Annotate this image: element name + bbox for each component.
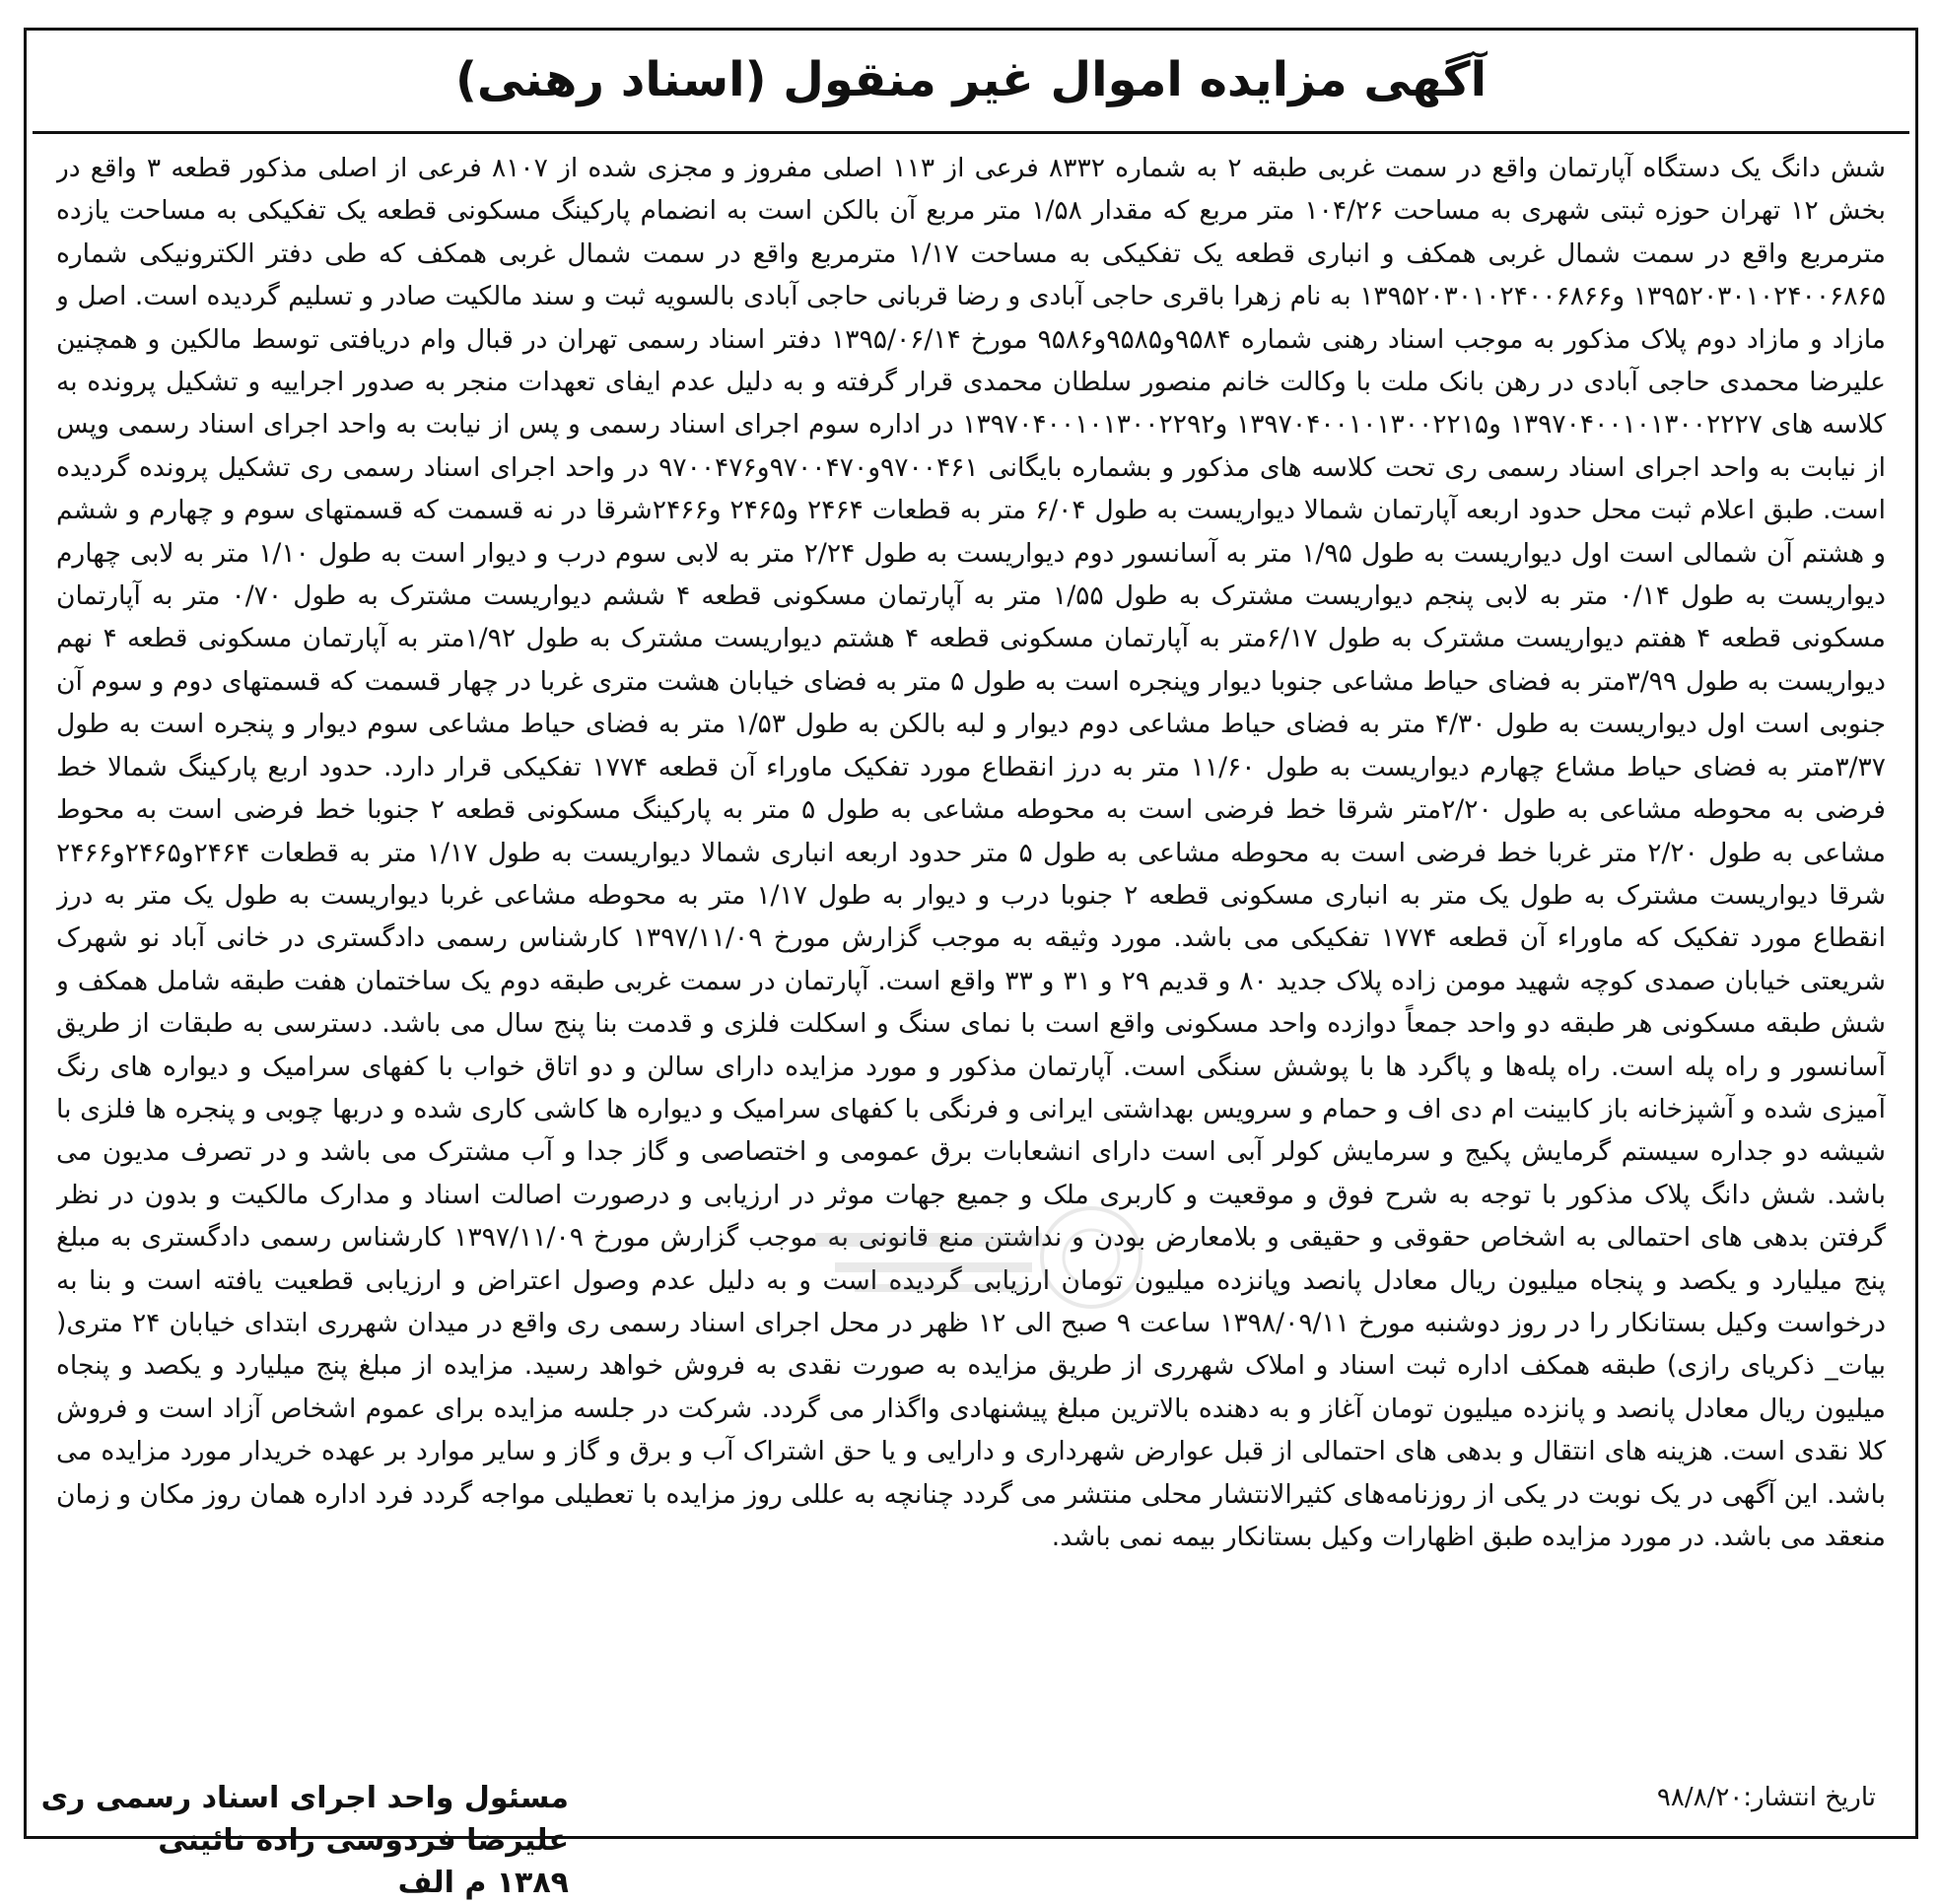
signature-reference: ۱۳۸۹ م الف xyxy=(397,1866,569,1900)
auction-notice xyxy=(24,28,1918,1900)
notice-header xyxy=(33,36,1909,134)
notice-body xyxy=(56,147,1886,1771)
signature-name: علیرضا فردوسی زاده نائینی xyxy=(158,1823,569,1858)
body-paragraph: شش دانگ یک دستگاه آپارتمان واقع در سمت غربی طبقه ۲ به شماره ۸۳۳۲ فرعی از ۱۱۳ اصلی مفروز و مجزی شده از ۸۱۰۷ فرعی از اصلی مذکور قطعه ۳ واقع در بخش ۱۲ تهران حوزه ثبتی شهری به مساحت ۱۰۴/۲۶ متر مربع که مقدار ۱/۵۸ متر مربع آن بالکن است به انضمام پارکینگ مسکونی قطعه یک تفکیکی به مساحت یازده مترمربع واقع در سمت شمال غربی همکف و انباری قطعه یک تفکیکی به مساحت ۱/۱۷ مترمربع واقع در سمت شمال غربی همکف که طی دفتر الکترونیکی شماره ۱۳۹۵۲۰۳۰۱۰۲۴۰۰۶۸۶۵ و۱۳۹۵۲۰۳۰۱۰۲۴۰۰۶۸۶۶ به نام زهرا باقری حاجی آبادی و رضا قربانی حاجی آبادی بالسویه ثبت و سند مالکیت صادر و تسلیم گردیده است. اصل و مازاد و مازاد دوم پلاک مذکور به موجب اسناد رهنی شماره ۹۵۸۴و۹۵۸۵و۹۵۸۶ مورخ ۱۳۹۵/۰۶/۱۴ دفتر اسناد رسمی تهران در قبال وام دریافتی توسط مالکین و همچنین علیرضا محمدی حاجی آبادی در رهن بانک ملت با وکالت خانم منصور سلطان محمدی قرار گرفته و به دلیل عدم ایفای تعهدات منجر به صدور اجراییه و تشکیل پرونده به کلاسه های ۱۳۹۷۰۴۰۰۱۰۱۳۰۰۲۲۲۷ و۱۳۹۷۰۴۰۰۱۰۱۳۰۰۲۲۱۵ و۱۳۹۷۰۴۰۰۱۰۱۳۰۰۲۲۹۲ در اداره سوم اجرای اسناد رسمی و پس از نیابت به واحد اجرای اسناد رسمی وپس از نیابت به واحد اجرای اسناد رسمی ری تحت کلاسه های مذکور و بشماره بایگانی ۹۷۰۰۴۶۱و۹۷۰۰۴۷۰و۹۷۰۰۴۷۶ در واحد اجرای اسناد رسمی ری تشکیل پرونده گردیده است. طبق اعلام ثبت محل حدود اربعه آپارتمان شمالا دیواریست به طول ۶/۰۴ متر به قطعات ۲۴۶۴ و۲۴۶۵ و۲۴۶۶شرقا در نه قسمت که قسمتهای سوم و چهارم و ششم و هشتم آن شمالی است اول دیواریست به طول ۱/۹۵ متر به آسانسور دوم دیواریست به طول ۲/۲۴ متر به لابی سوم درب و دیوار است به طول ۱/۱۰ متر به لابی چهارم دیواریست به طول ۰/۱۴ متر به لابی پنجم دیواریست مشترک به طول ۱/۵۵ متر به آپارتمان مسکونی قطعه ۴ ششم دیواریست مشترک به طول ۰/۷۰ متر به آپارتمان مسکونی قطعه ۴ هفتم دیواریست مشترک به طول ۶/۱۷متر به آپارتمان مسکونی قطعه ۴ هشتم دیواریست مشترک به طول ۱/۹۲متر به آپارتمان مسکونی قطعه ۴ نهم دیواریست به طول ۳/۹۹متر به فضای حیاط مشاعی جنوبا دیوار وپنجره است به طول ۵ متر به فضای خیابان هشت متری غربا در چهار قسمت که قسمتهای دوم و سوم آن جنوبی است اول دیواریست به طول ۴/۳۰ متر به فضای حیاط مشاعی دوم دیوار و لبه بالکن به طول ۱/۵۳ متر به فضای حیاط مشاعی سوم دیوار و پنجره است به طول ۳/۳۷متر به فضای حیاط مشاع چهارم دیواریست به طول ۱۱/۶۰ متر به درز انقطاع مورد تفکیک ماوراء آن قطعه ۱۷۷۴ تفکیکی قرار دارد. حدود اربع پارکینگ شمالا خط فرضی به محوطه مشاعی به طول ۲/۲۰متر شرقا خط فرضی است به محوطه مشاعی به طول ۵ متر به پارکینگ مسکونی قطعه ۲ جنوبا خط فرضی است به محوط مشاعی به طول ۲/۲۰ متر غربا خط فرضی است به محوطه مشاعی به طول ۵ متر حدود اربعه انباری شمالا دیواریست به طول ۱/۱۷ متر به قطعات ۲۴۶۴و۲۴۶۵و۲۴۶۶ شرقا دیواریست مشترک به طول یک متر به انباری مسکونی قطعه ۲ جنوبا درب و دیوار به طول ۱/۱۷ متر به محوطه مشاعی غربا دیواریست به طول یک متر به درز انقطاع مورد تفکیک که ماوراء آن قطعه ۱۷۷۴ تفکیکی می باشد. مورد وثیقه به موجب گزارش مورخ ۱۳۹۷/۱۱/۰۹ کارشناس رسمی دادگستری در خانی آباد نو شهرک شریعتی خیابان صمدی کوچه شهید مومن زاده پلاک جدید ۸۰ و قدیم ۲۹ و ۳۱ و ۳۳ واقع است. آپارتمان در سمت غربی طبقه دوم یک ساختمان هفت طبقه شامل همکف و شش طبقه مسکونی هر طبقه دو واحد جمعاً دوازده واحد مسکونی واقع است با نمای سنگ و اسکلت فلزی و قدمت بنا پنج سال می باشد. دسترسی به طبقات از طریق آسانسور و راه پله است. راه پله‌ها و پاگرد ها با پوشش سنگی است. آپارتمان مذکور و مورد مزایده دارای سالن و دو اتاق خواب با کفهای سرامیک و دیواره های رنگ آمیزی شده و آشپزخانه باز کابینت ام دی اف و حمام و سرویس بهداشتی ایرانی و فرنگی با کفهای سرامیک و دیواره ها کاشی کاری شده و دربها چوبی و پنجره ها فلزی با شیشه دو جداره سیستم گرمایش پکیج و سرمایش کولر آبی است دارای انشعابات برق عمومی و اختصاصی و گاز جدا و آب مشترک می باشد و در تصرف مدیون می باشد. شش دانگ پلاک مذکور با توجه به شرح فوق و موقعیت و کاربری ملک و جمیع جهات موثر در ارزیابی و درصورت اصالت اسناد و مدارک مالکیت و بدون در نظر گرفتن بدهی های احتمالی به اشخاص حقوقی و حقیقی و بلامعارض بودن و نداشتن منع قانونی به موجب گزارش مورخ ۱۳۹۷/۱۱/۰۹ کارشناس رسمی دادگستری به مبلغ پنج میلیارد و یکصد و پنجاه میلیون ریال معادل پانصد وپانزده میلیون تومان ارزیابی گردیده است و به دلیل عدم وصول اعتراض و ارزیابی قطعیت یافته است و بنا به درخواست وکیل بستانکار را در روز دوشنبه مورخ ۱۳۹۸/۰۹/۱۱ ساعت ۹ صبح الی ۱۲ ظهر در محل اجرای اسناد رسمی ری واقع در میدان شهرری ابتدای خیابان ۲۴ متری( بیات_ ذکریای رازی) طبقه همکف اداره ثبت اسناد و املاک شهرری از طریق مزایده به صورت نقدی به فروش خواهد رسید. مزایده از مبلغ پنج میلیارد و یکصد و پنجاه میلیون ریال معادل پانصد و پانزده میلیون تومان آغاز و به دهنده بالاترین مبلغ پیشنهادی واگذار می گردد. شرکت در جلسه مزایده برای عموم اشخاص آزاد است و فروش کلا نقدی است. هزینه های انتقال و بدهی های احتمالی از قبل عوارض شهرداری و دارایی و یا حق اشتراک آب و برق و گاز و سایر موارد بر عهده خریدار مورد مزایده می باشد. این آگهی در یک نوبت در یکی از روزنامه‌های کثیرالانتشار محلی منتشر می گردد چنانچه به عللی روز مزایده با تعطیلی مواجه گردد فرد اداره همان روز مکان و زمان منعقد می باشد. در مورد مزایده طبق اظهارات وکیل بستانکار بیمه نمی باشد. xyxy=(56,153,1886,1552)
signature-block xyxy=(40,1777,569,1904)
signature-office: مسئول واحد اجرای اسناد رسمی ری xyxy=(40,1781,569,1815)
page-title: آگهی مزایده اموال غیر منقول (اسناد رهنی) xyxy=(454,52,1488,107)
publication-date: تاریخ انتشار:۹۸/۸/۲۰ xyxy=(1656,1783,1876,1812)
